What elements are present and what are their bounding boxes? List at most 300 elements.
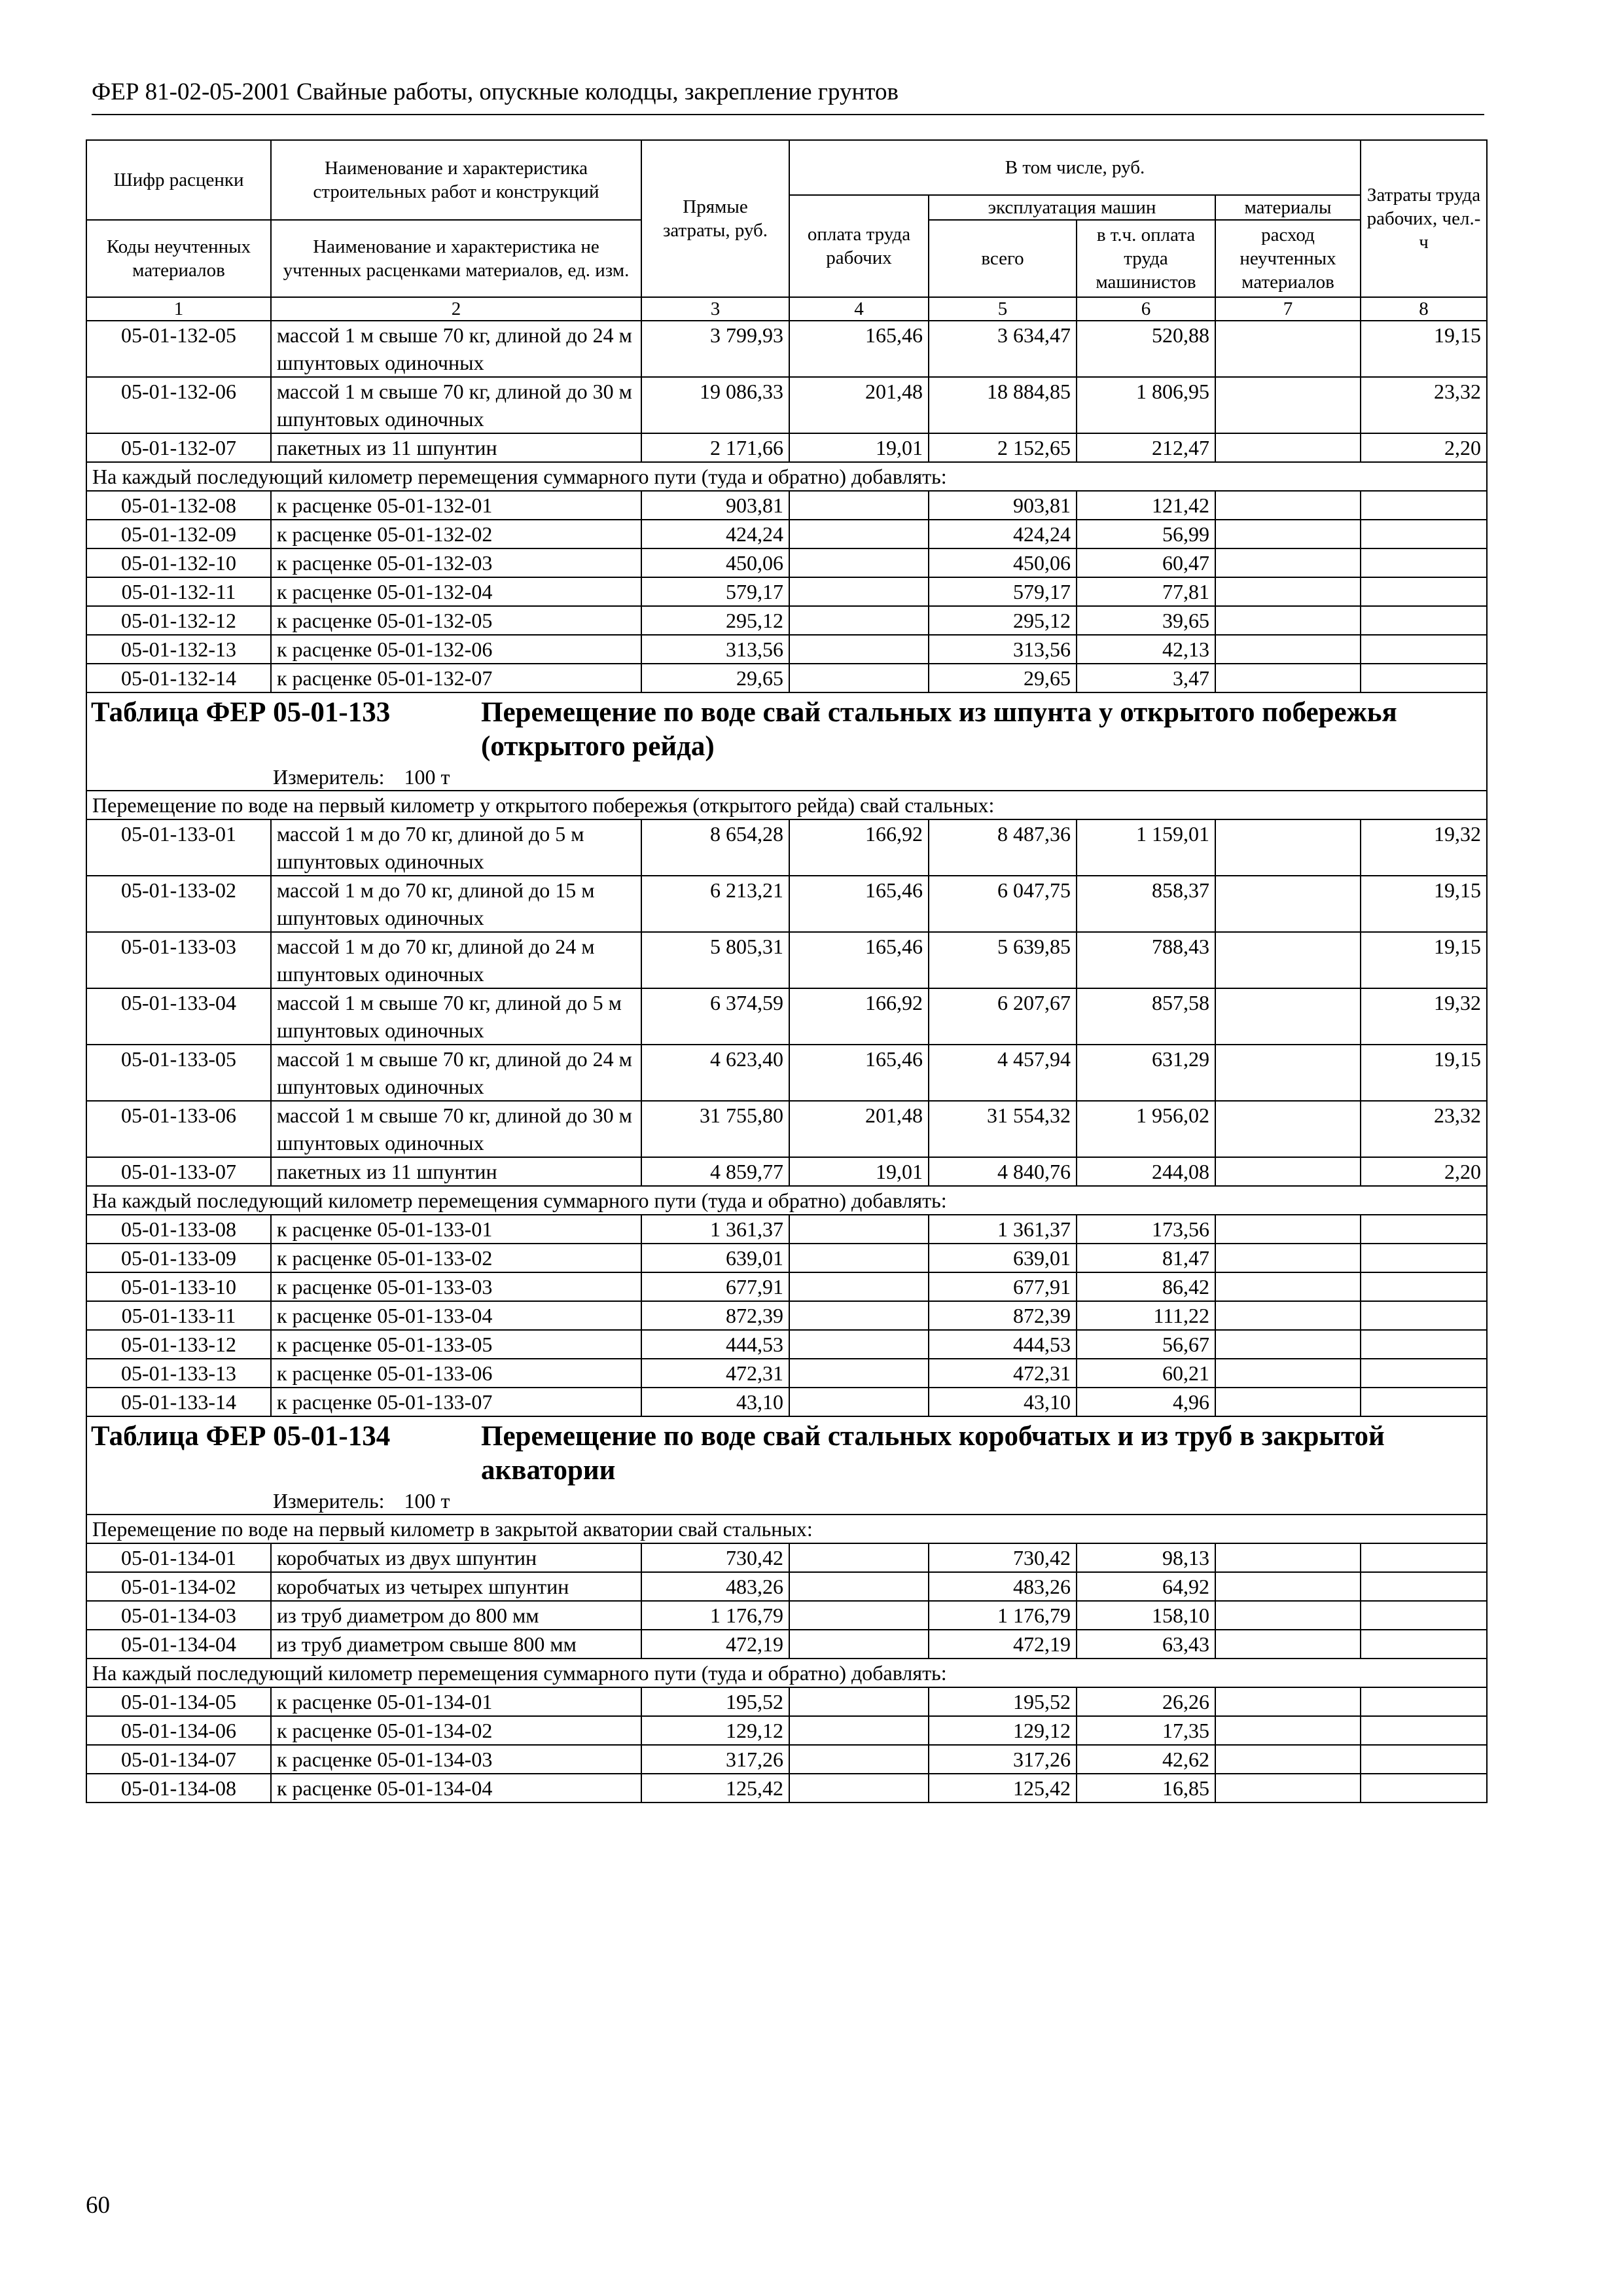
- col-code-header: Шифр расценки: [86, 140, 271, 220]
- row-materials: [1215, 1359, 1361, 1388]
- row-machines-wages: 788,43: [1077, 932, 1215, 988]
- row-labor: [1361, 1272, 1487, 1301]
- row-labor: [1361, 491, 1487, 520]
- row-machines-wages: 520,88: [1077, 321, 1215, 377]
- row-machines-wages: 60,47: [1077, 548, 1215, 577]
- row-machines-wages: 121,42: [1077, 491, 1215, 520]
- row-name: к расценке 05-01-132-07: [271, 664, 641, 692]
- row-wages: [789, 1215, 929, 1244]
- row-labor: [1361, 1716, 1487, 1745]
- row-machines-total: 639,01: [929, 1244, 1077, 1272]
- row-code: 05-01-132-07: [86, 433, 271, 462]
- price-table: [86, 139, 1488, 1803]
- row-wages: 166,92: [789, 988, 929, 1045]
- row-code: 05-01-133-03: [86, 932, 271, 988]
- table-row: [86, 1244, 1487, 1272]
- col-labor-header: Затраты труда рабочих, чел.-ч: [1361, 140, 1487, 297]
- table-row: [86, 548, 1487, 577]
- row-machines-total: 579,17: [929, 577, 1077, 606]
- row-machines-wages: 158,10: [1077, 1601, 1215, 1630]
- row-labor: [1361, 548, 1487, 577]
- row-materials: [1215, 1572, 1361, 1601]
- row-wages: [789, 1716, 929, 1745]
- table-row: [86, 635, 1487, 664]
- row-code: 05-01-134-08: [86, 1774, 271, 1803]
- col-materials-header: материалы: [1215, 195, 1361, 220]
- col-including-header: В том числе, руб.: [789, 140, 1361, 195]
- row-machines-wages: 26,26: [1077, 1687, 1215, 1716]
- row-materials: [1215, 635, 1361, 664]
- row-materials: [1215, 988, 1361, 1045]
- row-materials: [1215, 1630, 1361, 1659]
- row-machines-total: 483,26: [929, 1572, 1077, 1601]
- row-materials: [1215, 1301, 1361, 1330]
- row-materials: [1215, 1045, 1361, 1101]
- row-machines-total: 4 457,94: [929, 1045, 1077, 1101]
- row-machines-wages: 56,67: [1077, 1330, 1215, 1359]
- table-row: [86, 664, 1487, 692]
- table-title: [87, 1417, 1486, 1488]
- row-name: из труб диаметром до 800 мм: [271, 1601, 641, 1630]
- row-machines-total: 129,12: [929, 1716, 1077, 1745]
- col-name-header: Наименование и характеристика строительных работ и конструкций: [271, 140, 641, 220]
- row-direct-cost: 6 213,21: [641, 876, 789, 932]
- row-wages: [789, 1244, 929, 1272]
- row-machines-wages: 86,42: [1077, 1272, 1215, 1301]
- row-direct-cost: 3 799,93: [641, 321, 789, 377]
- row-name: к расценке 05-01-134-03: [271, 1745, 641, 1774]
- col-machines-wages-header: в т.ч. оплата труда машинистов: [1077, 220, 1215, 297]
- row-wages: [789, 1388, 929, 1416]
- table-label: Таблица ФЕР 05-01-133: [91, 697, 391, 728]
- row-wages: [789, 1687, 929, 1716]
- row-machines-wages: 244,08: [1077, 1157, 1215, 1186]
- row-code: 05-01-133-10: [86, 1272, 271, 1301]
- col-number: 3: [641, 297, 789, 321]
- row-code: 05-01-133-08: [86, 1215, 271, 1244]
- col-number: 8: [1361, 297, 1487, 321]
- row-machines-total: 2 152,65: [929, 433, 1077, 462]
- row-materials: [1215, 433, 1361, 462]
- row-materials: [1215, 1244, 1361, 1272]
- row-materials: [1215, 1388, 1361, 1416]
- row-machines-total: 903,81: [929, 491, 1077, 520]
- row-direct-cost: 8 654,28: [641, 819, 789, 876]
- row-direct-cost: 639,01: [641, 1244, 789, 1272]
- row-labor: 2,20: [1361, 433, 1487, 462]
- row-name: к расценке 05-01-132-04: [271, 577, 641, 606]
- row-code: 05-01-133-07: [86, 1157, 271, 1186]
- row-name: к расценке 05-01-133-03: [271, 1272, 641, 1301]
- row-materials: [1215, 819, 1361, 876]
- row-code: 05-01-132-14: [86, 664, 271, 692]
- row-machines-wages: 64,92: [1077, 1572, 1215, 1601]
- table-label: Таблица ФЕР 05-01-134: [91, 1421, 391, 1452]
- table-row: [86, 819, 1487, 876]
- row-labor: [1361, 1572, 1487, 1601]
- row-materials: [1215, 1330, 1361, 1359]
- row-name: массой 1 м до 70 кг, длиной до 15 м шпунтовых одиночных: [271, 876, 641, 932]
- table-row: [86, 1101, 1487, 1157]
- row-labor: [1361, 520, 1487, 548]
- col-direct-header: Прямые затраты, руб.: [641, 140, 789, 297]
- row-machines-total: 444,53: [929, 1330, 1077, 1359]
- row-code: 05-01-132-13: [86, 635, 271, 664]
- row-wages: [789, 1630, 929, 1659]
- table-row: [86, 1157, 1487, 1186]
- meter-value: 100 т: [404, 765, 450, 789]
- row-labor: [1361, 1774, 1487, 1803]
- row-machines-total: 125,42: [929, 1774, 1077, 1803]
- row-machines-wages: 77,81: [1077, 577, 1215, 606]
- col-name-unaccounted-header: Наименование и характеристика не учтенных расценками материалов, ед. изм.: [271, 220, 641, 297]
- row-materials: [1215, 664, 1361, 692]
- row-code: 05-01-133-02: [86, 876, 271, 932]
- row-name: массой 1 м свыше 70 кг, длиной до 30 м шпунтовых одиночных: [271, 1101, 641, 1157]
- row-machines-total: 3 634,47: [929, 321, 1077, 377]
- measurement-unit: [87, 764, 1486, 790]
- table-row: [86, 1716, 1487, 1745]
- row-wages: [789, 520, 929, 548]
- row-direct-cost: 1 176,79: [641, 1601, 789, 1630]
- table-row: [86, 520, 1487, 548]
- row-name: массой 1 м свыше 70 кг, длиной до 5 м шпунтовых одиночных: [271, 988, 641, 1045]
- table-title-text: Перемещение по воде свай стальных коробчатых и из труб в закрытой акватории: [481, 1421, 1385, 1486]
- column-numbers-row: [86, 297, 1487, 321]
- row-direct-cost: 129,12: [641, 1716, 789, 1745]
- table-row: [86, 321, 1487, 377]
- section-note: Перемещение по воде на первый километр у открытого побережья (открытого рейда) свай стальных:: [86, 791, 1487, 819]
- row-wages: 166,92: [789, 819, 929, 876]
- row-labor: 19,15: [1361, 876, 1487, 932]
- col-number: 2: [271, 297, 641, 321]
- row-name: коробчатых из четырех шпунтин: [271, 1572, 641, 1601]
- section-note: На каждый последующий километр перемещения суммарного пути (туда и обратно) добавлять:: [86, 1659, 1487, 1687]
- row-labor: 19,15: [1361, 321, 1487, 377]
- table-row: [86, 1601, 1487, 1630]
- row-wages: [789, 1301, 929, 1330]
- row-labor: [1361, 635, 1487, 664]
- row-labor: [1361, 1388, 1487, 1416]
- row-machines-wages: 857,58: [1077, 988, 1215, 1045]
- col-code-unaccounted-header: Коды неучтенных материалов: [86, 220, 271, 297]
- row-direct-cost: 730,42: [641, 1543, 789, 1572]
- table-row: [86, 1045, 1487, 1101]
- row-labor: 19,15: [1361, 1045, 1487, 1101]
- row-labor: [1361, 1687, 1487, 1716]
- row-wages: [789, 664, 929, 692]
- row-name: к расценке 05-01-132-05: [271, 606, 641, 635]
- row-name: пакетных из 11 шпунтин: [271, 433, 641, 462]
- row-labor: [1361, 1359, 1487, 1388]
- row-direct-cost: 1 361,37: [641, 1215, 789, 1244]
- row-wages: 165,46: [789, 1045, 929, 1101]
- page-number: 60: [86, 2192, 110, 2219]
- row-name: к расценке 05-01-132-06: [271, 635, 641, 664]
- row-name: к расценке 05-01-133-02: [271, 1244, 641, 1272]
- row-code: 05-01-132-10: [86, 548, 271, 577]
- row-machines-total: 31 554,32: [929, 1101, 1077, 1157]
- row-wages: 19,01: [789, 433, 929, 462]
- row-name: к расценке 05-01-132-01: [271, 491, 641, 520]
- table-head: [86, 140, 1487, 321]
- row-machines-wages: 111,22: [1077, 1301, 1215, 1330]
- table-title-row: [86, 1416, 1487, 1515]
- row-materials: [1215, 1601, 1361, 1630]
- section-note-row: [86, 1186, 1487, 1215]
- row-code: 05-01-132-08: [86, 491, 271, 520]
- row-materials: [1215, 1543, 1361, 1572]
- meter-value: 100 т: [404, 1489, 450, 1513]
- row-name: массой 1 м до 70 кг, длиной до 24 м шпунтовых одиночных: [271, 932, 641, 988]
- row-name: к расценке 05-01-132-03: [271, 548, 641, 577]
- row-wages: 19,01: [789, 1157, 929, 1186]
- row-name: пакетных из 11 шпунтин: [271, 1157, 641, 1186]
- row-wages: [789, 548, 929, 577]
- row-direct-cost: 424,24: [641, 520, 789, 548]
- row-machines-wages: 17,35: [1077, 1716, 1215, 1745]
- col-materials-usage-header: расход неучтенных материалов: [1215, 220, 1361, 297]
- col-machines-total-header: всего: [929, 220, 1077, 297]
- row-wages: [789, 1572, 929, 1601]
- row-direct-cost: 444,53: [641, 1330, 789, 1359]
- row-wages: 201,48: [789, 377, 929, 433]
- row-direct-cost: 450,06: [641, 548, 789, 577]
- table-row: [86, 1301, 1487, 1330]
- row-code: 05-01-134-05: [86, 1687, 271, 1716]
- row-materials: [1215, 1272, 1361, 1301]
- col-number: 1: [86, 297, 271, 321]
- row-machines-wages: 60,21: [1077, 1359, 1215, 1388]
- row-name: к расценке 05-01-133-06: [271, 1359, 641, 1388]
- table-row: [86, 1745, 1487, 1774]
- row-wages: [789, 1745, 929, 1774]
- section-note: На каждый последующий километр перемещения суммарного пути (туда и обратно) добавлять:: [86, 462, 1487, 491]
- row-name: массой 1 м до 70 кг, длиной до 5 м шпунтовых одиночных: [271, 819, 641, 876]
- meter-label: Измеритель:: [273, 1489, 385, 1513]
- row-name: к расценке 05-01-133-07: [271, 1388, 641, 1416]
- row-machines-total: 317,26: [929, 1745, 1077, 1774]
- row-labor: [1361, 1330, 1487, 1359]
- row-wages: [789, 1359, 929, 1388]
- row-machines-total: 472,31: [929, 1359, 1077, 1388]
- table-row: [86, 932, 1487, 988]
- table-title-cell: [86, 1416, 1487, 1515]
- section-note-row: [86, 1515, 1487, 1543]
- row-direct-cost: 677,91: [641, 1272, 789, 1301]
- table-row: [86, 606, 1487, 635]
- row-materials: [1215, 321, 1361, 377]
- row-direct-cost: 472,31: [641, 1359, 789, 1388]
- row-name: к расценке 05-01-134-02: [271, 1716, 641, 1745]
- row-machines-total: 5 639,85: [929, 932, 1077, 988]
- table-row: [86, 988, 1487, 1045]
- row-code: 05-01-132-12: [86, 606, 271, 635]
- table-row: [86, 1388, 1487, 1416]
- row-labor: [1361, 1601, 1487, 1630]
- row-direct-cost: 31 755,80: [641, 1101, 789, 1157]
- table-row: [86, 1630, 1487, 1659]
- row-labor: [1361, 664, 1487, 692]
- row-machines-total: 43,10: [929, 1388, 1077, 1416]
- row-wages: [789, 606, 929, 635]
- row-code: 05-01-132-05: [86, 321, 271, 377]
- row-wages: [789, 1272, 929, 1301]
- table-row: [86, 1543, 1487, 1572]
- row-machines-total: 295,12: [929, 606, 1077, 635]
- row-code: 05-01-133-04: [86, 988, 271, 1045]
- row-wages: 201,48: [789, 1101, 929, 1157]
- row-labor: [1361, 1244, 1487, 1272]
- row-materials: [1215, 491, 1361, 520]
- row-code: 05-01-133-09: [86, 1244, 271, 1272]
- row-wages: [789, 635, 929, 664]
- row-code: 05-01-134-01: [86, 1543, 271, 1572]
- row-code: 05-01-134-04: [86, 1630, 271, 1659]
- row-materials: [1215, 548, 1361, 577]
- row-direct-cost: 579,17: [641, 577, 789, 606]
- row-labor: [1361, 577, 1487, 606]
- row-materials: [1215, 876, 1361, 932]
- page-header: ФЕР 81-02-05-2001 Свайные работы, опускные колодцы, закрепление грунтов: [92, 77, 1484, 115]
- row-materials: [1215, 1215, 1361, 1244]
- row-machines-wages: 1 806,95: [1077, 377, 1215, 433]
- row-wages: [789, 1330, 929, 1359]
- row-direct-cost: 19 086,33: [641, 377, 789, 433]
- row-machines-total: 4 840,76: [929, 1157, 1077, 1186]
- row-materials: [1215, 577, 1361, 606]
- row-materials: [1215, 377, 1361, 433]
- row-code: 05-01-133-05: [86, 1045, 271, 1101]
- row-direct-cost: 29,65: [641, 664, 789, 692]
- row-materials: [1215, 1716, 1361, 1745]
- row-machines-total: 18 884,85: [929, 377, 1077, 433]
- row-machines-wages: 39,65: [1077, 606, 1215, 635]
- row-machines-wages: 63,43: [1077, 1630, 1215, 1659]
- col-wages-header: оплата труда рабочих: [789, 195, 929, 297]
- row-materials: [1215, 1745, 1361, 1774]
- row-machines-wages: 1 956,02: [1077, 1101, 1215, 1157]
- row-machines-wages: 98,13: [1077, 1543, 1215, 1572]
- section-note: Перемещение по воде на первый километр в закрытой акватории свай стальных:: [86, 1515, 1487, 1543]
- col-number: 4: [789, 297, 929, 321]
- row-materials: [1215, 1687, 1361, 1716]
- row-machines-total: 677,91: [929, 1272, 1077, 1301]
- row-labor: 19,15: [1361, 932, 1487, 988]
- row-name: массой 1 м свыше 70 кг, длиной до 30 м шпунтовых одиночных: [271, 377, 641, 433]
- col-number: 5: [929, 297, 1077, 321]
- measurement-unit: [87, 1488, 1486, 1514]
- row-machines-total: 195,52: [929, 1687, 1077, 1716]
- row-machines-wages: 3,47: [1077, 664, 1215, 692]
- table-row: [86, 1572, 1487, 1601]
- row-machines-total: 1 176,79: [929, 1601, 1077, 1630]
- row-direct-cost: 195,52: [641, 1687, 789, 1716]
- row-direct-cost: 4 623,40: [641, 1045, 789, 1101]
- row-wages: 165,46: [789, 932, 929, 988]
- table-title-row: [86, 692, 1487, 791]
- row-labor: 19,32: [1361, 819, 1487, 876]
- row-name: из труб диаметром свыше 800 мм: [271, 1630, 641, 1659]
- row-machines-total: 450,06: [929, 548, 1077, 577]
- table-title-cell: [86, 692, 1487, 791]
- row-code: 05-01-134-03: [86, 1601, 271, 1630]
- row-wages: [789, 1601, 929, 1630]
- row-name: к расценке 05-01-133-04: [271, 1301, 641, 1330]
- table-row: [86, 1215, 1487, 1244]
- table-row: [86, 377, 1487, 433]
- row-code: 05-01-133-06: [86, 1101, 271, 1157]
- row-wages: [789, 491, 929, 520]
- row-machines-wages: 212,47: [1077, 433, 1215, 462]
- table-row: [86, 1272, 1487, 1301]
- row-machines-total: 730,42: [929, 1543, 1077, 1572]
- row-direct-cost: 317,26: [641, 1745, 789, 1774]
- col-number: 7: [1215, 297, 1361, 321]
- row-materials: [1215, 520, 1361, 548]
- row-machines-wages: 81,47: [1077, 1244, 1215, 1272]
- col-number: 6: [1077, 297, 1215, 321]
- row-machines-wages: 631,29: [1077, 1045, 1215, 1101]
- row-name: к расценке 05-01-132-02: [271, 520, 641, 548]
- row-direct-cost: 483,26: [641, 1572, 789, 1601]
- row-machines-total: 29,65: [929, 664, 1077, 692]
- row-materials: [1215, 606, 1361, 635]
- table-row: [86, 1330, 1487, 1359]
- meter-label: Измеритель:: [273, 765, 385, 789]
- row-wages: [789, 1543, 929, 1572]
- row-code: 05-01-132-06: [86, 377, 271, 433]
- row-code: 05-01-134-02: [86, 1572, 271, 1601]
- row-machines-total: 1 361,37: [929, 1215, 1077, 1244]
- row-direct-cost: 4 859,77: [641, 1157, 789, 1186]
- row-machines-total: 872,39: [929, 1301, 1077, 1330]
- section-note: На каждый последующий километр перемещения суммарного пути (туда и обратно) добавлять:: [86, 1186, 1487, 1215]
- row-machines-wages: 4,96: [1077, 1388, 1215, 1416]
- row-machines-total: 6 047,75: [929, 876, 1077, 932]
- row-name: массой 1 м свыше 70 кг, длиной до 24 м шпунтовых одиночных: [271, 1045, 641, 1101]
- row-machines-wages: 42,13: [1077, 635, 1215, 664]
- row-code: 05-01-132-11: [86, 577, 271, 606]
- table-row: [86, 1687, 1487, 1716]
- row-name: к расценке 05-01-134-01: [271, 1687, 641, 1716]
- row-labor: [1361, 606, 1487, 635]
- row-name: коробчатых из двух шпунтин: [271, 1543, 641, 1572]
- row-machines-total: 8 487,36: [929, 819, 1077, 876]
- table-row: [86, 1774, 1487, 1803]
- table-row: [86, 577, 1487, 606]
- row-code: 05-01-133-13: [86, 1359, 271, 1388]
- section-note-row: [86, 1659, 1487, 1687]
- row-machines-wages: 858,37: [1077, 876, 1215, 932]
- table-title-text: Перемещение по воде свай стальных из шпунта у открытого побережья (открытого рейда): [481, 697, 1397, 762]
- row-code: 05-01-133-01: [86, 819, 271, 876]
- row-materials: [1215, 1774, 1361, 1803]
- row-wages: [789, 1774, 929, 1803]
- row-labor: [1361, 1301, 1487, 1330]
- row-direct-cost: 125,42: [641, 1774, 789, 1803]
- row-code: 05-01-132-09: [86, 520, 271, 548]
- row-code: 05-01-133-14: [86, 1388, 271, 1416]
- row-direct-cost: 872,39: [641, 1301, 789, 1330]
- col-machines-header: эксплуатация машин: [929, 195, 1215, 220]
- row-name: массой 1 м свыше 70 кг, длиной до 24 м шпунтовых одиночных: [271, 321, 641, 377]
- row-machines-total: 313,56: [929, 635, 1077, 664]
- row-labor: 23,32: [1361, 377, 1487, 433]
- row-wages: [789, 577, 929, 606]
- row-machines-wages: 173,56: [1077, 1215, 1215, 1244]
- row-labor: [1361, 1630, 1487, 1659]
